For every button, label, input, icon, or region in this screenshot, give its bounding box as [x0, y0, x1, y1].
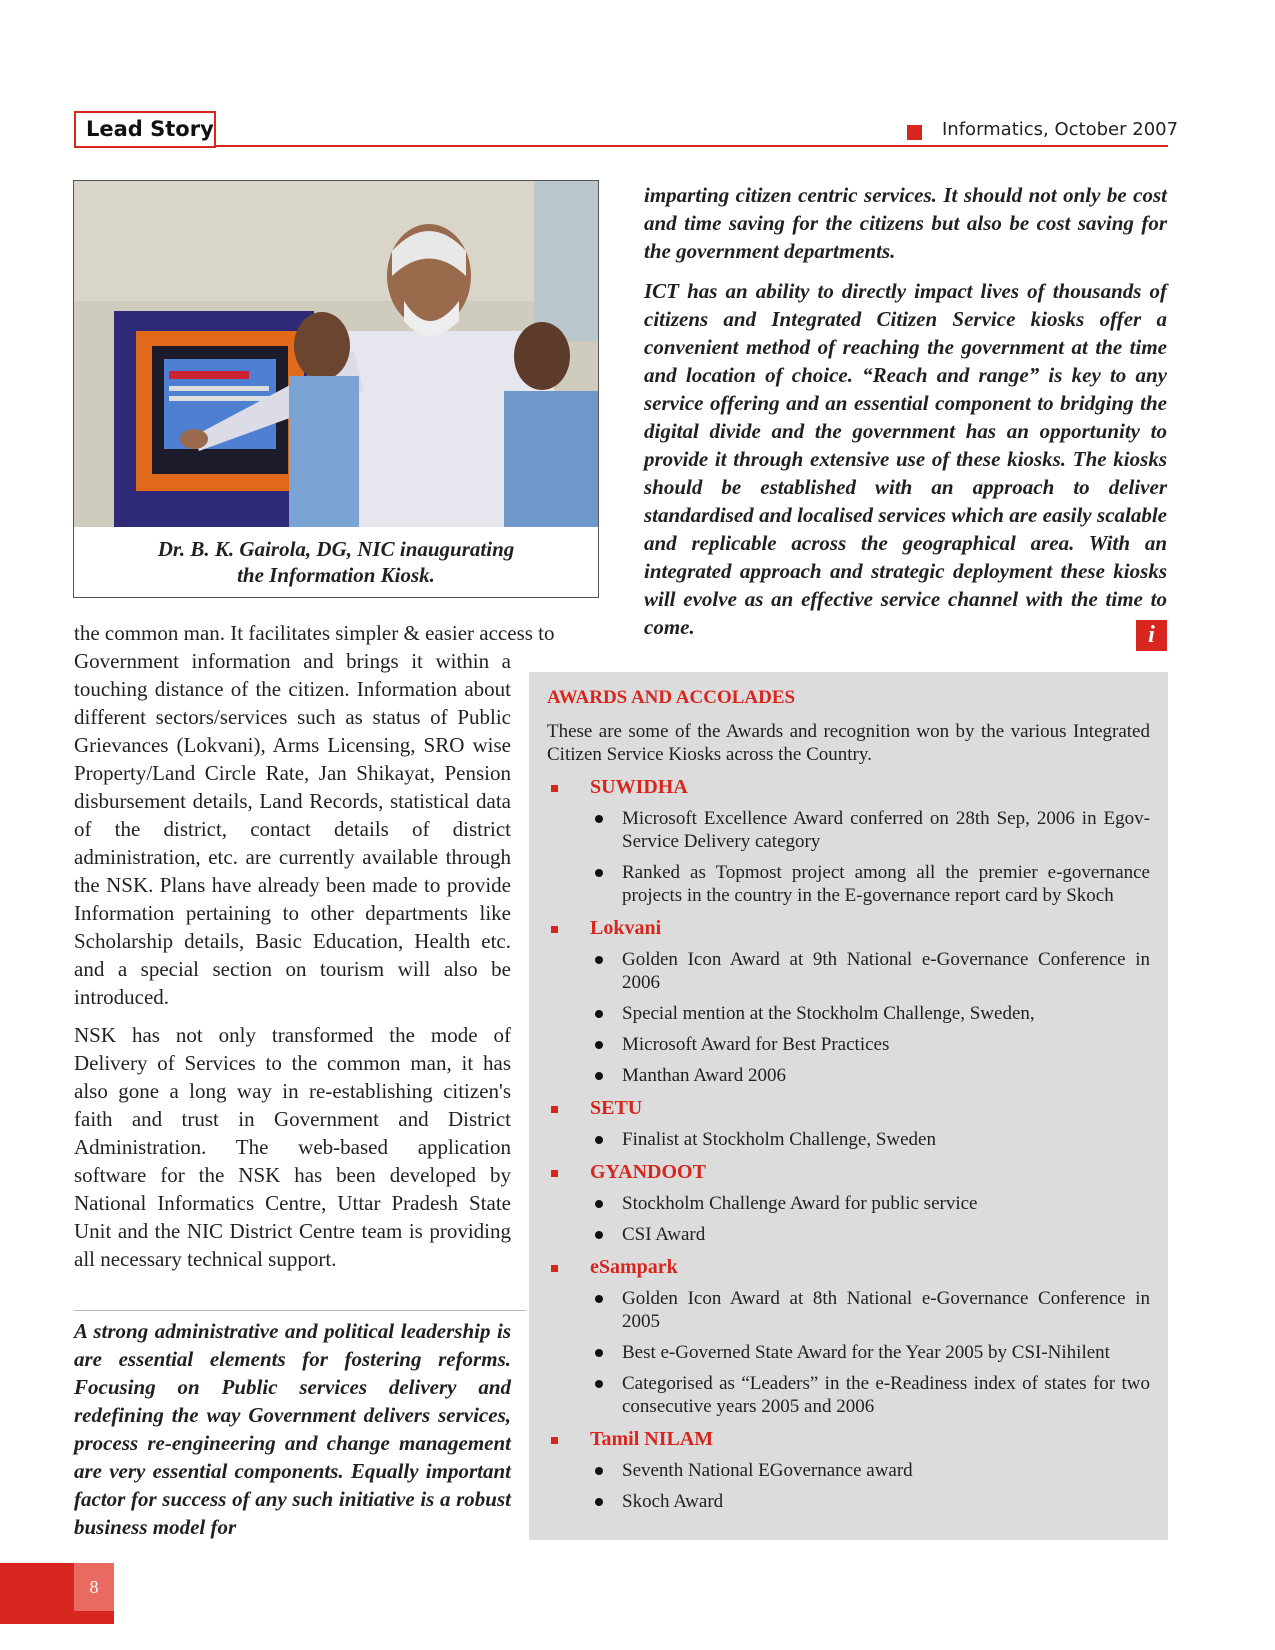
right-paragraph-2: ICT has an ability to directly impact lives of thousands of citizens and Integrated Citizen Service kiosks offer a convenient method of reaching the government at the time and location of choice. “Reach and range” is key to any service offering and an essential component to bridging the digital divide and the government has an opportunity to provide it through extensive use of these kiosks. The kiosks should be established with an approach to deliver standardised and localised services which are easily scalable and replicable across the geographical area. With an integrated approach and strategic deployment these kiosks will evolve as an effective service channel with the time to come. — [644, 279, 1167, 639]
award-item — [547, 1341, 1150, 1364]
kiosk-inauguration-photo — [74, 181, 598, 527]
award-group-name: Lokvani — [590, 917, 662, 939]
award-group-heading — [547, 775, 1150, 799]
award-item-text: Skoch Award — [622, 1491, 724, 1512]
award-item — [547, 1033, 1150, 1056]
publication-info: Informatics, October 2007 — [942, 119, 1179, 140]
award-item-text: Golden Icon Award at 8th National e-Governance Conference in 2005 — [622, 1288, 1150, 1332]
footer-red-strip — [74, 1611, 114, 1624]
award-group-name: GYANDOOT — [590, 1161, 706, 1183]
award-item — [547, 1372, 1150, 1418]
award-item-text: Ranked as Topmost project among all the premier e-governance projects in the country in the E-governance report card by Skoch — [622, 862, 1150, 906]
bullet-icon — [595, 1072, 603, 1080]
award-group-name: SETU — [590, 1097, 643, 1119]
left-paragraph-1: Government information and brings it within a touching distance of the citizen. Information about different sectors/services such as status of Public Grievances (Lokvani), Arms Licensing, SRO wise Property/Land Circle Rate, Jan Shikayat, Pension disbursement details, Land Records, statistical data of the district, contact details of district administration, etc. are currently available through the NSK. Plans have already been made to provide Information pertaining to other departments like Scholarship details, Basic Education, Health etc. and a special section on tourism will also be introduced. — [74, 649, 511, 1009]
square-bullet-icon — [551, 1170, 558, 1177]
bullet-icon — [595, 1349, 603, 1357]
award-item-text: Finalist at Stockholm Challenge, Sweden — [622, 1129, 936, 1150]
award-group-name: eSampark — [590, 1256, 678, 1278]
award-group-heading — [547, 1096, 1150, 1120]
award-item — [547, 1064, 1150, 1087]
bullet-icon — [595, 956, 603, 964]
bullet-icon — [595, 1231, 603, 1239]
award-group-name: Tamil NILAM — [590, 1428, 714, 1450]
award-item — [547, 1490, 1150, 1513]
awards-intro: These are some of the Awards and recognition won by the various Integrated Citizen Service Kiosks across the Country. — [547, 721, 1150, 765]
award-item — [547, 1287, 1150, 1333]
column-separator — [74, 1310, 526, 1311]
left-paragraph-2: NSK has not only transformed the mode of Delivery of Services to the common man, it has also gone a long way in re-establishing citizen's faith and trust in Government and District Administration. The web-based application software for the NSK has been developed by National Informatics Centre, Uttar Pradesh State Unit and the NIC District Centre team is providing all necessary technical support. — [74, 1023, 511, 1271]
award-item — [547, 807, 1150, 853]
award-item-text: Special mention at the Stockholm Challenge, Sweden, — [622, 1003, 1035, 1024]
bullet-icon — [595, 869, 603, 877]
left-emphasis-paragraph: A strong administrative and political leadership is are essential elements for fostering reforms. Focusing on Public services delivery and redefining the way Government delivers services, process re-engineering and change management are very essential components. Equally important factor for success of any such initiative is a robust business model for — [74, 1319, 511, 1539]
square-bullet-icon — [551, 1437, 558, 1444]
page-number: 8 — [74, 1563, 114, 1611]
footer-red-block — [0, 1563, 74, 1624]
caption-line-1: Dr. B. K. Gairola, DG, NIC inaugurating — [157, 537, 515, 561]
award-item — [547, 1128, 1150, 1151]
award-group-heading — [547, 916, 1150, 940]
section-label: Lead Story — [74, 111, 216, 148]
header-square-icon — [907, 125, 922, 140]
bullet-icon — [595, 815, 603, 823]
awards-title: AWARDS AND ACCOLADES — [547, 687, 796, 708]
square-bullet-icon — [551, 926, 558, 933]
award-item-text: Microsoft Award for Best Practices — [622, 1034, 890, 1055]
award-group-heading — [547, 1427, 1150, 1451]
awards-list — [547, 775, 1150, 1513]
award-item-text: Manthan Award 2006 — [622, 1065, 786, 1086]
end-of-article-icon: i — [1136, 620, 1167, 651]
header-rule — [216, 145, 1168, 147]
bullet-icon — [595, 1041, 603, 1049]
bullet-icon — [595, 1295, 603, 1303]
bullet-icon — [595, 1200, 603, 1208]
right-paragraph-1: imparting citizen centric services. It should not only be cost and time saving for the citizens but also be cost saving for the government departments. — [644, 183, 1167, 263]
award-item — [547, 1192, 1150, 1215]
award-item-text: Microsoft Excellence Award conferred on 28th Sep, 2006 in Egov- Service Delivery category — [622, 808, 1150, 852]
award-group-heading — [547, 1160, 1150, 1184]
photo-figure — [73, 180, 599, 598]
bullet-icon — [595, 1010, 603, 1018]
square-bullet-icon — [551, 785, 558, 792]
left-lead-line: the common man. It facilitates simpler & easier access to — [74, 621, 555, 645]
award-group-name: SUWIDHA — [590, 776, 688, 798]
bullet-icon — [595, 1136, 603, 1144]
award-item — [547, 1002, 1150, 1025]
right-column — [644, 181, 1167, 641]
photo-caption — [74, 536, 598, 588]
caption-line-2: the Information Kiosk. — [237, 563, 435, 587]
square-bullet-icon — [551, 1265, 558, 1272]
award-item-text: Golden Icon Award at 9th National e-Governance Conference in 2006 — [622, 949, 1150, 993]
award-group-heading — [547, 1255, 1150, 1279]
award-item-text: Best e-Governed State Award for the Year 2005 by CSI-Nihilent — [622, 1342, 1110, 1363]
award-item — [547, 1223, 1150, 1246]
award-item-text: CSI Award — [622, 1224, 706, 1245]
square-bullet-icon — [551, 1106, 558, 1113]
award-item-text: Stockholm Challenge Award for public service — [622, 1193, 978, 1214]
award-item-text: Categorised as “Leaders” in the e-Readiness index of states for two consecutive years 2005 and 2006 — [622, 1373, 1150, 1417]
award-item — [547, 948, 1150, 994]
bullet-icon — [595, 1498, 603, 1506]
bullet-icon — [595, 1467, 603, 1475]
bullet-icon — [595, 1380, 603, 1388]
award-item — [547, 861, 1150, 907]
left-column — [74, 647, 511, 1273]
awards-sidebar — [529, 672, 1168, 1540]
award-item — [547, 1459, 1150, 1482]
award-item-text: Seventh National EGovernance award — [622, 1460, 913, 1481]
